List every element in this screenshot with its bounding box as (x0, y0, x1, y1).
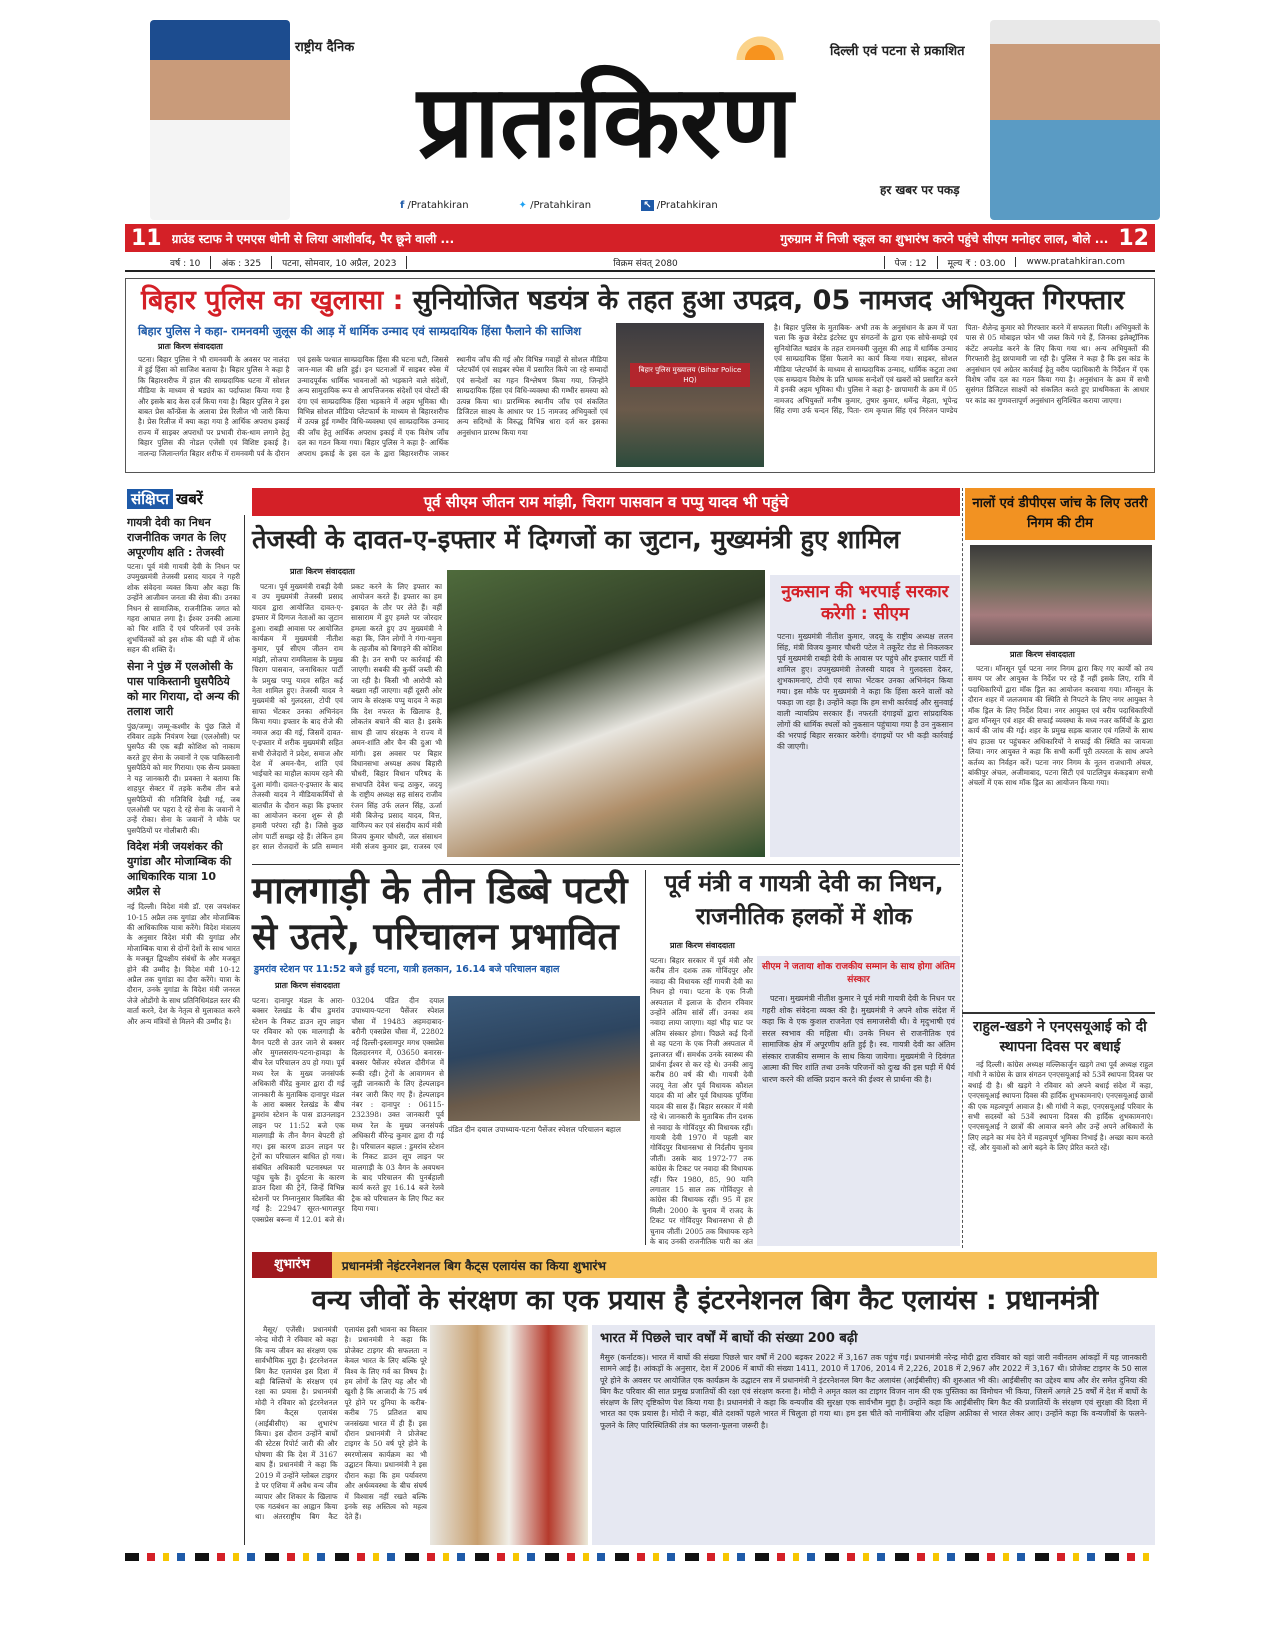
social-links (400, 199, 718, 213)
mock-drill-byline: प्रातः किरण संवाददाता (1010, 650, 1075, 659)
tiger-box-body: मैसुरु (कर्नाटक)। भारत में बाघों की संख्या पिछले चार वर्षों में 200 बढ़कर 2022 में 3,167 तक पहुंच गई। प्रधानमंत्री नरेन्द्र मोदी द्वारा रविवार को यहां जारी नवीनतम आंकड़ों में यह जानकारी सामने आई है। आंकड़ों के अनुसार, देश में 2006 में बाघों की संख्या 1411, 2010 में 1706, 2014 में 2,226, 2018 में 2,967 और 2022 में 3,167 थी। प्रोजेक्ट टाइगर के 50 साल पूरे होने के अवसर पर आयोजित एक कार्यक्रम के उद्घाटन सत्र में प्रधानमंत्री ने इंटरनेशनल बिग कैट अलायंस (आईबीसीए) की शुरुआत भी की। आईबीसीए का उद्देश्य बाघ और शेर समेत दुनिया की बिग कैट परिवार की सात प्रमुख प्रजातियों की रक्षा एवं संरक्षण करना है। मोदी ने अमृत काल का टाइगर विजन नाम की एक पुस्तिका का विमोचन भी किया, जिसमें अगले 25 वर्षों में देश में बाघों के संरक्षण के लिए दृष्टिकोण पेश किया गया है। प्रधानमंत्री ने कहा कि वन्यजीव की सुरक्षा एक सार्वभौम मुद्दा है। उन्होंने कहा कि आईबीसीए बिग कैट की प्रजातियों के संरक्षण एवं सुरक्षा की दिशा में भारत का एक प्रयास है। मोदी ने कहा, बीते दशकों पहले भारत में चिलुता हो गया था। हम इस चीते को नामीबिया और दक्षिण अफ्रीका से भारत लेकर आए। उन्होंने कहा कि वन्यजीवों के फलने-फूलने के लिए पारिस्थितिकी तंत्र का फलना-फूलना जरूरी है। (600, 1353, 1147, 1430)
mock-drill-photo (970, 545, 1152, 645)
police-hq-photo (616, 323, 764, 467)
top-headline: बिहार पुलिस का खुलासा : सुनियोजित षडयंत्र के तहत हुआ उपद्रव, 05 नामजद अभियुक्त गिरफ्तार (141, 285, 1125, 316)
teaser-left[interactable]: ग्राउंड स्टाफ ने एमएस धोनी से लिया आशीर्वाद, पैर छूने वाली ... (171, 231, 455, 246)
mock-drill-box (965, 488, 1155, 540)
cm-box-body: पटना। मुख्यमंत्री नीतीश कुमार, जदयू के राष्ट्रीय अध्यक्ष ललन सिंह, मंत्री विजय कुमार चौधरी पटेल ने तकूरेंट रोड से निकलकर पूर्व मुख्यमंत्री राबड़ी देवी के आवास पर पहुंचे और इफ्तार पार्टी में शामिल हुए। उपमुख्यमंत्री तेजस्वी यादव ने गुलदस्ता देकर, शुभकामनाएं, टोपी एवं साफा भेंटकर उनका अभिनंदन किया गया। इस मौके पर मुख्यमंत्री ने कहा कि हिंसा करने वालों को पकड़ा जा रहा है। उन्होंने कहा कि हम सभी कार्रवाई और सुनवाई वाली न्यायप्रिय सरकार हैं। नफरती दंगाइयों द्वारा सांप्रदायिक लोगों की धार्मिक स्थलों को नुकसान पहुंचाया गया है उन नुकसान की भरपाई बिहार सरकार करेगी। दंगाइयों पर भी कड़ी कार्रवाई की जाएगी। (777, 632, 953, 751)
cm-box-headline: नुकसान की भरपाई सरकार करेगी : सीएम (781, 582, 949, 624)
gayatri-box (757, 956, 960, 1246)
bigcat-tag: शुभारंभ (252, 1252, 332, 1278)
iftar-byline: प्रातः किरण संवाददाता (290, 567, 355, 576)
registration-strip (125, 1553, 1155, 1561)
iftar-headline: तेजस्वी के दावत-ए-इफ्तार में दिग्गजों का जुटान, मुख्यमंत्री हुए शामिल (252, 525, 901, 555)
cm-box (770, 575, 960, 857)
top-story (125, 278, 1155, 473)
masthead-tagline-left: राष्ट्रीय दैनिक (295, 40, 355, 55)
gayatri-box-body: पटना। मुख्यमंत्री नीतीश कुमार ने पूर्व मंत्री गायत्री देवी के निधन पर गहरी शोक संवेदना व्यक्त की है। मुख्यमंत्री ने अपने शोक संदेश में कहा कि वे एक कुशल राजनेता एवं समाजसेवी थी। वे मृदुभाषी एवं सरल स्वभाव की महिला थी। उनके निधन से राजनीतिक एवं सामाजिक क्षेत्र में अपूरणीय क्षति हुई है। स्व. गायत्री देवी का अंतिम संस्कार राजकीय सम्मान के साथ किया जायेगा। मुख्यमंत्री ने दिवंगत आत्मा की चिर शांति तथा उनके परिजनों को दुःख की इस घड़ी में धैर्य धारण करने की शक्ति प्रदान करने की ईश्वर से प्रार्थना की है। (762, 994, 955, 1084)
masthead-tagline-right: दिल्ली एवं पटना से प्रकाशित (830, 44, 965, 59)
teaser-left-page: 11 (131, 225, 162, 251)
top-story-body: पटना। बिहार पुलिस ने भी रामनवमी के अवसर पर नालंदा में हुई हिंसा को साजिश बताया है। बिहार पुलिस ने कहा है कि बिहारशरीफ में हाल की साम्प्रदायिक घटना में सोशल मीडिया के माध्यम से षड्यंत्र का पर्दाफाश किया गया है और इसके बाद केस दर्ज किया गया है। बिहार पुलिस ने इस बाबत प्रेस कॉन्फ्रेंस के अलावा प्रेस रिलीज भी जारी किया है। प्रेस रिलीज में क्या कहा गया है आर्थिक अपराध इकाई राज्य में साइबर अपराधों पर प्रभावी रोक-थाम लगाने हेतु बिहार पुलिस की नोडल एजेंसी एवं विशिष्ट इकाई है। नालन्दा जिलान्तर्गत बिहार शरीफ में रामनवमी पर्व के दौरान एवं इसके पश्चात साम्प्रदायिक हिंसा की घटना घटी, जिससे जान-माल की क्षति हुई। इन घटनाओं में साइबर स्पेस में उन्मादपूर्वक धार्मिक भावनाओं को भड़काने वाले संदेशों, अन्य सामुदायिक रूप से आपत्तिजनक संदेशों एवं पोस्टों की दंगा एवं साम्प्रदायिक हिंसा भड़काने में अहम भूमिका थी। विभिन्न सोशल मीडिया प्लेटफार्म के माध्यम से बिहारशरीफ में उत्पन्न हुई गम्भीर विधि-व्यवस्था एवं साम्प्रदायिक उन्माद की जाँच हेतु आर्थिक अपराध इकाई में एक विशेष जाँच दल का गठन किया गया। बिहार पुलिस ने कहा है- आर्थिक अपराध इकाई के इस दल के द्वारा बिहारशरीफ जाकर स्थानीय जाँच की गई और विभिन्न गवाहों से सोशल मीडिया प्लेटफॉर्म एवं साइबर स्पेस में प्रसारित किये जा रहे सम्वादों एवं सन्देशों का गहन विश्लेषण किया गया, जिन्होंने साम्प्रदायिक हिंसा एवं विधि-व्यवस्था की गम्भीर समस्या को उत्पन्न किया था। प्रारम्भिक स्थानीय जाँच एवं संकलित डिजिटल साक्ष्य के आधार पर 15 नामजद अभियुक्तों एवं अन्य सदिग्धों के विरुद्ध विभिन्न धारा दर्ज कर इसका अनुसंधान प्रारम्भ किया गया (138, 355, 608, 458)
tiger-box-title: भारत में पिछले चार वर्षों में बाघों की संख्या 200 बढ़ी (600, 1331, 858, 1346)
brief-header: संक्षिप्त खबरें (127, 488, 203, 510)
brief-item: विदेश मंत्री जयशंकर की युगांडा और मोजाम्बिक की आधिकारिक यात्रा 10 अप्रैल से नई दिल्ली। विदेश मंत्री डॉ. एस जयशंकर 10-15 अप्रैल तक युगांडा और मोजाम्बिक की आधिकारिक यात्रा करेंगे। विदेश मंत्रालय के अनुसार विदेश मंत्री की युगांडा और मोजाम्बिक यात्रा से दोनों देशों के साथ भारत के मजबूत द्विपक्षीय संबंधों के और मजबूत होने की उम्मीद है। विदेश मंत्री 10-12 अप्रैल तक युगांडा का दौरा करेंगे। यात्रा के दौरान, उनके युगांडा के विदेश मंत्री जनरल जेजे ओडोंगो के साथ प्रतिनिधिमंडल स्तर की वार्ता करने, देश के नेतृत्व से मुलाकात करने और अन्य मंत्रियों से मिलने की उम्मीद है। (127, 840, 240, 1026)
teaser-bar (125, 224, 1155, 252)
train-headline: मालगाड़ी के तीन डिब्बे पटरी से उतरे, परिचालन प्रभावित (252, 869, 628, 958)
iftar-banner: पूर्व सीएम जीतन राम मांझी, चिराग पासवान व पप्पु यादव भी पहुंचे (252, 488, 960, 516)
sun-logo-icon (730, 30, 790, 60)
train-body: पटना। दानापुर मंडल के आरा-बक्सर रेलखंड के बीच डुमरांव स्टेशन के निकट डाउन लूप लाइन पर रविवार को एक मालगाड़ी के वैगन पटरी से उतर जाने से बक्सर और मुगलसराय-पटना-हावड़ा के बीच रेल परिचालन ठप हो गया। पूर्व मध्य रेल के मुख्य जनसंपर्क अधिकारी वीरेंद्र कुमार द्वारा दी गई जानकारी के मुताबिक दानापुर मंडल के आरा बक्सर रेलखंड के बीच डुमरांव स्टेशन के पास डाउनलाइन लाइन पर 11:52 बजे एक मालगाड़ी के तीन वैगन बेपटरी हो गए। इस कारण डाउन लाइन पर ट्रेनों का परिचालन बाधित हो गया। संबंधित अधिकारी घटनास्थल पर पहुंच चुके हैं। दुर्घटना के कारण डाउन दिशा की ट्रेनें, जिन्हें विभिन्न स्टेशनों पर निम्नानुसार विलंबित की गई है: 22947 सूरत-भागलपुर एक्सप्रेस बरूना में 12.01 बजे से। 03204 पंडित दीन दयाल उपाध्याय-पटना पैसेंजर स्पेशल चौसा में 19483 अहमदाबाद-बरौनी एक्सप्रेस चौसा में, 22802 नई दिल्ली-इस्लामपुर मगध एक्सप्रेस दिलदारनगर में, 03650 बनारस-बक्सर पैसेंजर स्पेशल दौरीगंज में रूकी रही। ट्रेनों के आवागमन से जुड़ी जानकारी के लिए हेल्पलाइन नंबर जारी किए गए हैं। हेल्पलाइन नंबर : दानापुर : 06115-232398। उक्त जानकारी पूर्व मध्य रेल के मुख्य जनसंपर्क अधिकारी वीरेन्द्र कुमार द्वारा दी गई है। परिचालन बहाल : डुमरांव स्टेशन के निकट डाउन लूप लाइन पर मालगाड़ी के 03 वैगन के अवपथन के बाद परिचालन की पुनर्बहाली कार्य करते हुए 16.14 बजे रेलवे ट्रैक को परिचालन के लिए फिट कर दिया गया। (252, 996, 444, 1224)
info-row: वर्ष : 10 अंक : 325 पटना, सोमवार, 10 अप्रैल, 2023 विक्रम संवत् 2080 पेज : 12 मूल्य ₹ : 03.00 www.pratahkiran.com (125, 254, 1155, 272)
mock-drill-body: पटना। मॉनसून पूर्व पटना नगर निगम द्वारा किए गए कार्यों को तय समय पर और आयुक्त के निर्देश पर रहे हैं नहीं इसके लिए, रात्रि में पदाधिकारियों द्वारा मॉक ड्रिल का आयोजन करवाया गया। मॉनसून के दौरान शहर में जलजमाव की स्थिति से निपटने के लिए नगर आयुक्त ने मॉक ड्रिल के लिए निर्देश दिया। नगर आयुक्त एवं वरीय पदाधिकारियों द्वारा मॉनसून एवं शहर की सफाई व्यवस्था के मध्य नजर कर्मियों के द्वारा कार्य की जांच की गई। शहर के प्रमुख सड़क बाजार एवं गलियों के साथ संप हाउस पर पहुंचकर अधिकारियों ने सफाई की स्थिति का जायजा लिया। नगर आयुक्त ने कहा कि सभी कर्मी पूरी तत्परता के साथ अपने कर्तव्य का निर्वहन करें। पटना नगर निगम के नूतन राजधानी अंचल, बांकीपुर अंचल, अजीमाबाद, पटना सिटी एवं पाटलिपुत्र कंकड़बाग सभी अंचलों में एक साथ मॉक ड्रिल का आयोजन किया गया। (968, 664, 1153, 788)
mock-drill-headline: नालों एवं डीपीएस जांच के लिए उतरी निगम की टीम (972, 496, 1148, 531)
bigcat-body: मैसूर/ एजेंसी। प्रधानमंत्री नरेन्द्र मोदी ने रविवार को कहा कि वन्य जीवन का संरक्षण एक सार्वभौमिक मुद्दा है। इंटरनेशनल बिग कैट एलायंस इस दिशा में बड़ी बिल्लियों के संरक्षण एवं रक्षा का प्रयास है। प्रधानमंत्री मोदी ने रविवार को इंटरनेशनल बिग कैट्स एलायंस (आईबीसीए) का शुभारंभ किया। इस दौरान उन्होंने बाघों की स्टेटस रिपोर्ट जारी की और घोषणा की कि देश में 3167 बाघ हैं। प्रधानमंत्री ने कहा कि 2019 में उन्होंने ग्लोबल टाइगर डे पर एशिया में अवैध वन्य जीव व्यापार और शिकार के खिलाफ एक गठबंधन का आह्वान किया था। अंतरराष्ट्रीय बिग कैट एलायंस इसी भावना का विस्तार है। प्रधानमंत्री ने कहा कि प्रोजेक्ट टाइगर की सफलता न केवल भारत के लिए बल्कि पूरे विश्व के लिए गर्व का विषय है। हम लोगों के लिए यह और भी खुशी है कि आजादी के 75 वर्ष पूरे होने पर दुनिया के करीब-करीब 75 प्रतिशत बाघ जनसंख्या भारत में ही हैं। इस दौरान प्रधानमंत्री ने प्रोजेक्ट टाइगर के 50 वर्ष पूरे होने के स्मरणोत्सव कार्यक्रम का भी उद्घाटन किया। प्रधानमंत्री ने इस दौरान कहा कि हम पर्यावरण और अर्थव्यवस्था के बीच संघर्ष में विश्वास नहीं रखते बल्कि इनके सह अस्तित्व को महत्व देते हैं। (255, 1325, 427, 1522)
rahul-body: नई दिल्ली। कांग्रेस अध्यक्ष मल्लिकार्जुन खड़गे तथा पूर्व अध्यक्ष राहुल गांधी ने कांग्रेस के छात्र संगठन एनएसयूआई को 53वें स्थापना दिवस पर बधाई दी है। श्री खड़गे ने रविवार को अपने बधाई संदेश में कहा, एनएसयूआई स्थापना दिवस की हार्दिक शुभकामनाएं। एनएसयूआई छात्रों की एक महत्वपूर्ण आवाज है। श्री गांधी ने कहा, एनएसयूआई परिवार के सभी सदस्यों को 53वें स्थापना दिवस की हार्दिक शुभकामनाएं। एनएसयूआई ने छात्रों की आवाज बनने और उन्हें अपने अधिकारों के लिए लड़ने का मंच देने में महत्वपूर्ण भूमिका निभाई है। अच्छा काम करते रहें, और युवाओं को आगे बढ़ने के लिए प्रेरित करते रहें। (968, 1060, 1153, 1153)
tiger-box (592, 1325, 1155, 1545)
facebook-link[interactable]: f /Pratahkiran (400, 200, 469, 211)
byline: प्रातः किरण संवाददाता (158, 342, 223, 351)
brief-item: गायत्री देवी का निधन राजनीतिक जगत के लिए अपूरणीय क्षति : तेजस्वी पटना। पूर्व मंत्री गायत्री देवी के निधन पर उपमुख्यमंत्री तेजस्वी प्रसाद यादव ने गहरी शोक संवेदना व्यक्त किया और कहा कि उन्होंने आजीवन जनता की सेवा की। उनका निधन से सामाजिक, राजनीतिक जगत को गहरा आघात लगा है। ईश्वर उनकी आत्मा को चिर शांति दें एवं परिजनों एवं उनके शुभचिंतकों को इस शोक की घड़ी में शोक सहन की शक्ति दें। (127, 516, 240, 655)
gayatri-box-title: सीएम ने जताया शोक राजकीय सम्मान के साथ होगा अंतिम संस्कार (762, 962, 955, 985)
rahul-headline: राहुल-खडगे ने एनएसयूआई को दी स्थापना दिवस पर बधाई (973, 1019, 1147, 1055)
twitter-link[interactable]: ✦ /Pratahkiran (518, 200, 592, 211)
bigcat-headline: वन्य जीवों के संरक्षण का एक प्रयास है इंटरनेशनल बिग कैट एलायंस : प्रधानमंत्री (311, 1285, 1099, 1316)
gayatri-headline: पूर्व मंत्री व गायत्री देवी का निधन, राजनीतिक हलकों में शोक (664, 871, 944, 930)
top-story-body-2: है। बिहार पुलिस के मुताबिक- अभी तक के अनुसंधान के क्रम में पता चला कि कुछ वेस्टेड इंटरेस्ट ग्रुप संगठनों के द्वारा एक सोचे-समझे एवं सुनियोजित षड्यंत्र के तहत रामनवमी जुलूस की आड़ में धार्मिक उन्माद एवं साम्प्रदायिक हिंसा फैलाने का कार्य किया गया। साइबर, सोशल मीडिया प्लेटफॉर्म के माध्यम से साम्प्रदायिक उन्माद, धार्मिक कटुता तथा एक सम्प्रदाय विशेष के प्रति भ्रामक सन्देशों एवं खबरों को प्रसारित करने में इनकी अहम भूमिका थी। पुलिस ने कहा है- छापामारी के क्रम में 05 नामजद अभियुक्तों मनीष कुमार, तुषार कुमार, धर्मेन्द्र मेहता, भूपेन्द्र सिंह राणा उर्फ चन्दन सिंह, पिता- राम कृपाल सिंह एवं निरंजन पाण्डेय पिता- शैलेन्द्र कुमार को गिरफ्तार करने में सफलता मिली। अभियुक्तों के पास से 05 मोबाइल फोन भी जब्त किये गये हैं, जिनका इलेक्ट्रॉनिक कंटेंट अपलोड करने के लिए किया गया था। अन्य अभियुक्तों की गिरफ्तारी हेतु छापामारी जा रही है। पुलिस ने कहा है कि इस कांड के अनुसंधान एवं अग्रेतर कार्रवाई हेतु वरीय पदाधिकारी के निर्देशन में एक विशेष जाँच दल का गठन किया गया है। अनुसंधान के क्रम में सभी सुसंगत डिजिटल साक्ष्यों को संकलित करते हुए प्राथमिकता के आधार पर कांड का गुणवत्तापूर्ण अनुसंधान सुनिश्चित कराया जाएगा। (774, 323, 1149, 416)
brief-column (127, 515, 245, 1545)
train-photo (448, 996, 640, 1121)
gayatri-byline: प्रातः किरण संवाददाता (670, 941, 735, 950)
masthead-slogan: हर खबर पर पकड़ (880, 183, 960, 197)
website-link[interactable]: www.pratahkiran.com (1015, 257, 1155, 267)
teaser-right[interactable]: गुरुग्राम में निजी स्कूल का शुभारंभ करने पहुंचे सीएम मनोहर लाल, बोले ... (780, 231, 1109, 246)
modi-photo (430, 1325, 588, 1545)
train-photo-caption: पंडित दीन दयाल उपाध्याय-पटना पैसेंजर स्पेशल परिचालन बहाल (448, 1125, 621, 1134)
iftar-body: पटना। पूर्व मुख्यमंत्री राबड़ी देवी व उप मुख्यमंत्री तेजस्वी प्रसाद यादव द्वारा आयोजित दावत-ए-इफ्तार में दिग्गज नेताओं का जुटान हुआ। राबड़ी आवास पर आयोजित कार्यक्रम में मुख्यमंत्री नीतीश कुमार, पूर्व सीएम जीतन राम मांझी, लोजपा रामविलास के प्रमुख चिराग पासवान, जनाधिकार पार्टी के प्रमुख पप्पु यादव सहित कई नेता शामिल हुए। तेजस्वी यादव ने मुख्यमंत्री को गुलदस्ता, टोपी एवं साफा भेंटकर उनका अभिनंदन किया गया। इफ्तार के बाद रोजे की नमाज अदा की गई, जिसमें दावत-ए-इफ्तार में शरीक मुख्यमंत्री सहित सभी रोजेदारों ने प्रदेश, समाज और देश में अमन-चैन, शांति एवं भाईचारे का माहौल कायम रहने की दुआ मांगी। दावत-ए-इफ्तार के बाद तेजस्वी यादव ने मीडियाकर्मियों से बातचीत के दौरान कहा कि इफ्तार का आयोजन करना शुरू से ही हमारी परंपरा रही है। जिसे कुछ लोग पार्टी समझ रहे हैं। लेकिन हम हर साल रोजदारों के प्रति सम्मान प्रकट करने के लिए इफ्तार का आयोजन करते हैं। इफ्तार का हम इबादत के तौर पर लेते हैं। वहीं सासाराम में हुए हमले पर जोरदार हमला करते हुए उप मुख्यमंत्री ने कहा कि, जिन लोगों ने गंगा-यमुना के तहजीब को बिगाड़ने की कोशिश की है। उन सभी पर कार्रवाई की जाएगी। सबकी की कुर्की जब्ती की जा रही है। किसी भी आरोपी को बख्शा नहीं जाएगा। वहीं दूसरी ओर जाप के संरक्षक पप्पु यादव ने कहा कि देश नफरत के खिलाफ है, लोकतंत्र बचाने की बात है। इसके साथ ही जाप संरक्षक ने राज्य में अमन-शांति और चैन की दुआ भी मांगी। इस अवसर पर बिहार विधानसभा अध्यक्ष अवध बिहारी चौधरी, बिहार विधान परिषद के सभापति देवेश चन्द्र ठाकुर, जदयू के राष्ट्रीय अध्यक्ष सह सांसद राजीव रंजन सिंह उर्फ ललन सिंह, ऊर्जा मंत्री बिजेन्द्र प्रसाद यादव, वित्त, वाणिज्य कर एवं संसदीय कार्य मंत्री विजय कुमार चौधरी, जल संसाधन मंत्री संजय कुमार झा, राजस्व एवं (252, 582, 442, 852)
brief-item: सेना ने पुंछ में एलओसी के पास पाकिस्तानी घुसपैठिये को मार गिराया, दो अन्य की तलाश जारी पुंछ/जम्मू। जम्मू-कश्मीर के पुंछ जिले में रविवार तड़के नियंत्रण रेखा (एलओसी) पर घुसपैठ की एक बड़ी कोशिश को नाकाम करते हुए सेना के जवानों ने एक पाकिस्तानी घुसपैठिये को मार गिराया। एक सैन्य प्रवक्ता ने यह जानकारी दी। प्रवक्ता ने बताया कि शाहपुर सेक्टर में तड़के करीब तीन बजे घुसपैठियों की गतिविधि देखी गई, जब एलओसी पर पहरा दे रहे सेना के जवानों ने उन्हें रोका। सेना के जवानों ने मौके पर घुसपैठियों पर गोलीबारी की। (127, 659, 240, 835)
iftar-photo (447, 570, 765, 857)
teaser-right-page: 12 (1118, 225, 1149, 251)
facebook-icon: f (400, 200, 405, 211)
bigcat-banner (252, 1252, 1157, 1278)
web-link[interactable]: ↖ /Pratahkiran (643, 200, 718, 211)
twitter-icon: ✦ (518, 200, 527, 211)
top-subhead: बिहार पुलिस ने कहा- रामनवमी जुलूस की आड़ में धार्मिक उन्माद एवं साम्प्रदायिक हिंसा फैलाने की साजिश (138, 324, 582, 338)
dhoni-photo (150, 20, 290, 220)
train-subhead: डुमरांव स्टेशन पर 11:52 बजे हुई घटना, यात्री हलकान, 16.14 बजे परिचालन बहाल (254, 964, 560, 975)
train-byline: प्रातः किरण संवाददाता (275, 981, 340, 990)
photo-sign: बिहार पुलिस मुख्यालय (Bihar Police HQ) (630, 363, 750, 387)
bigcat-banner-text: प्रधानमंत्री नेइंटरनेशनल बिग कैट्स एलायंस का किया शुभारंभ (341, 1258, 606, 1273)
khattar-photo (990, 20, 1160, 220)
masthead-title: प्रातःकिरण (417, 63, 793, 180)
cursor-icon: ↖ (643, 200, 652, 211)
gayatri-body: पटना। बिहार सरकार में पूर्व मंत्री और करीब तीन दशक तक गोविंदपुर और नवादा की विधायक रहीं गायत्री देवी का निधन हो गया। पटना के एक निजी अस्पताल में इलाज के दौरान रविवार उन्होंने अंतिम सांसें लीं। उनका शव नवादा लाया जाएगा। यहां भीड़ घाट पर अंतिम संस्कार होगा। पिछले कई दिनों से वह पटना के एक निजी अस्पताल में इलाजरत थीं। समर्थक उनके स्वास्थ्य की प्रार्थना ईश्वर से कर रहे थे। उनकी आयु करीब 80 वर्ष की थी। गायत्री देवी जदयू नेता और पूर्व विधायक कौशल यादव की मां और पूर्व विधायक पूर्णिमा यादव की सास हैं। बिहार सरकार में मंत्री रहे थे। जानकारी के मुताबिक तीन दशक से नवादा के गोविंदपुर की विधायक रहीं। गायत्री देवी 1970 में पहली बार गोविंदपुर विधानसभा से निर्दलीय चुनाव जीतीं। उसके बाद 1972-77 तक कांग्रेस के टिकट पर नवादा की विधायक रहीं। फिर 1980, 85, 90 यानि लगातार 15 साल तक गोविंदपुर से कांग्रेस की विधायक रहीं। 95 में हार मिली। 2000 के चुनाव में राजद के टिकट पर गोविंदपुर विधानसभा से ही चुनाव जीतीं। 2005 तक विधायक रहने के बाद उनकी राजनीतिक पारी का अंत (650, 956, 753, 1246)
